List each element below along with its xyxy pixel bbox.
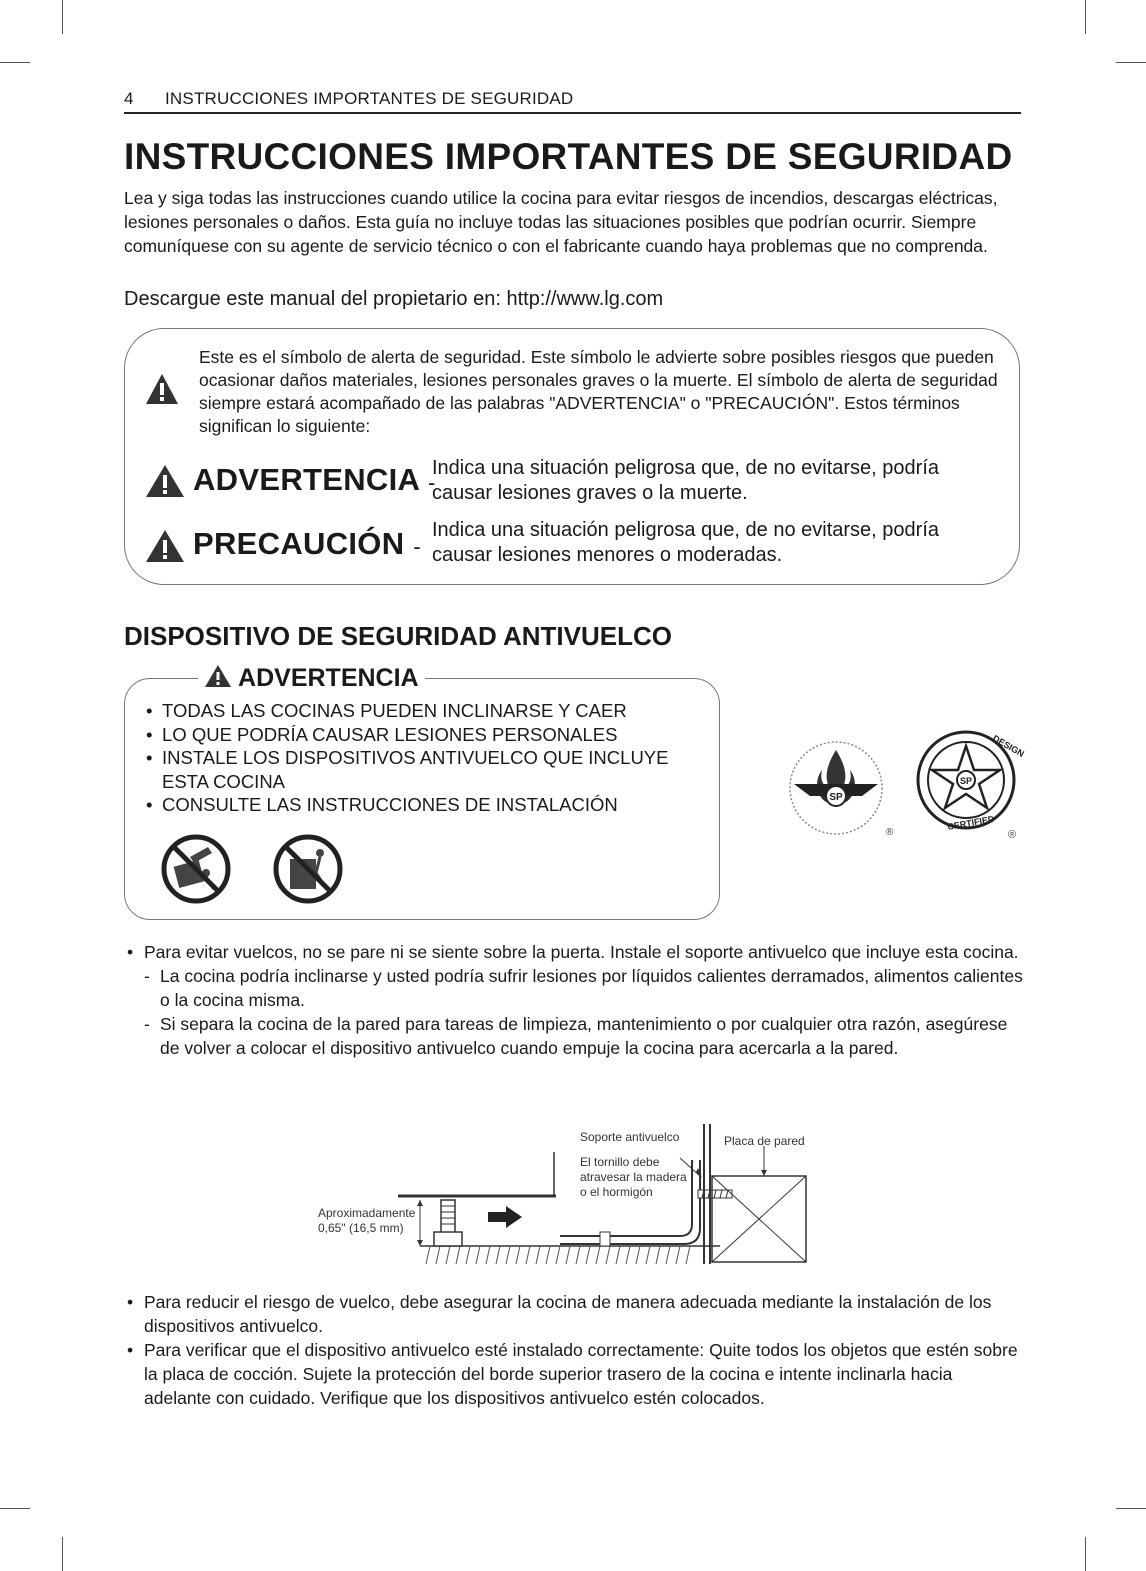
antitip-warning-list bbox=[146, 699, 716, 817]
crop-mark bbox=[1116, 1508, 1146, 1509]
warning-signal-word bbox=[193, 462, 436, 498]
no-climbing-icon bbox=[272, 833, 344, 905]
registered-mark: ® bbox=[1008, 829, 1017, 841]
crop-mark bbox=[1085, 1537, 1086, 1571]
svg-text:SP: SP bbox=[829, 792, 843, 803]
dash: - bbox=[427, 470, 436, 495]
list-item-text: Para evitar vuelcos, no se pare ni se siente sobre la puerta. Instale el soporte antivuelco que incluye esta cocina. bbox=[144, 942, 1019, 962]
download-note: Descargue este manual del propietario en: http://www.lg.com bbox=[124, 288, 664, 310]
antitip-warning-header bbox=[198, 664, 425, 693]
warning-word: ADVERTENCIA bbox=[193, 462, 420, 497]
running-header: INSTRUCCIONES IMPORTANTES DE SEGURIDAD bbox=[165, 89, 574, 108]
alert-symbol-explanation: Este es el símbolo de alerta de seguridad. Este símbolo le advierte sobre posibles riesgos que pueden ocasionar daños materiales, lesiones personales graves o la muerte. El símbolo de alerta de seguridad siempre estará acompañado de las palabras "ADVERTENCIA" o "PRECAUCIÓN". Estos términos significan lo siguiente: bbox=[199, 347, 998, 436]
svg-text:SP: SP bbox=[959, 776, 973, 786]
crop-mark bbox=[62, 1537, 63, 1571]
list-item: • CONSULTE LAS INSTRUCCIONES DE INSTALACIÓN bbox=[146, 793, 716, 817]
caution-description: Indica una situación peligrosa que, de no evitarse, podría causar lesiones menores o moderadas. bbox=[432, 519, 940, 566]
antitip-bracket-label: Soporte antivuelco bbox=[580, 1130, 680, 1144]
sub-list-item: - Si separa la cocina de la pared para tareas de limpieza, mantenimiento o por cualquier otra razón, asegúrese de volver a colocar el dispositivo antivuelco cuando empuje la cocina para acercarla a la pared. bbox=[124, 1012, 1024, 1060]
warning-description: Indica una situación peligrosa que, de no evitarse, podría causar lesiones graves o la muerte. bbox=[432, 457, 940, 504]
crop-mark bbox=[1085, 0, 1086, 34]
csa-flame-logo bbox=[786, 738, 896, 838]
approx-value: 0,65" (16,5 mm) bbox=[318, 1221, 404, 1235]
registered-mark: ® bbox=[886, 827, 894, 838]
no-standing-on-door-icon bbox=[160, 833, 232, 905]
crop-mark bbox=[0, 62, 30, 63]
screw-note-label: El tornillo debe atravesar la madera o el hormigón bbox=[580, 1155, 687, 1199]
caution-triangle-icon bbox=[145, 528, 185, 564]
design-certified-logo bbox=[912, 716, 1032, 844]
list-item: • LO QUE PODRÍA CAUSAR LESIONES PERSONALES bbox=[146, 723, 716, 747]
page-title: INSTRUCCIONES IMPORTANTES DE SEGURIDAD bbox=[124, 136, 1013, 177]
warning-triangle-icon bbox=[145, 463, 185, 499]
caution-word: PRECAUCIÓN bbox=[193, 526, 405, 561]
design-text: DESIGN bbox=[991, 733, 1026, 759]
crop-mark bbox=[1116, 62, 1146, 63]
antitip-warning-word: ADVERTENCIA bbox=[238, 664, 419, 692]
page-number: 4 bbox=[124, 89, 134, 108]
antitip-verification-list bbox=[124, 1290, 1024, 1410]
list-item: • Para verificar que el dispositivo antivuelco esté instalado correctamente: Quite todos los objetos que estén sobre la placa de cocción. Sujete la protección del borde superior trasero de la cocina e intente inclinarla hacia adelante con cuidado. Verifique que los dispositivos antivuelco estén colocados. bbox=[124, 1338, 1024, 1410]
sub-list-item: - La cocina podría inclinarse y usted podría sufrir lesiones por líquidos calientes derramados, alimentos calientes o la cocina misma. bbox=[124, 964, 1024, 1012]
caution-signal-word bbox=[193, 526, 421, 562]
certified-text: CERTIFIED bbox=[946, 813, 996, 832]
section-title: DISPOSITIVO DE SEGURIDAD ANTIVUELCO bbox=[124, 621, 672, 651]
list-item: • INSTALE LOS DISPOSITIVOS ANTIVUELCO QUE INCLUYE ESTA COCINA bbox=[146, 746, 716, 793]
warning-triangle-icon bbox=[204, 664, 232, 688]
list-item: • TODAS LAS COCINAS PUEDEN INCLINARSE Y CAER bbox=[146, 699, 716, 723]
wall-plate-label: Placa de pared bbox=[724, 1134, 805, 1148]
header-rule bbox=[124, 112, 1021, 114]
antitip-instructions bbox=[124, 940, 1024, 1060]
dash: - bbox=[413, 534, 421, 559]
approx-label: Aproximadamente bbox=[318, 1206, 416, 1220]
intro-paragraph: Lea y siga todas las instrucciones cuando utilice la cocina para evitar riesgos de incendios, descargas eléctricas, lesiones personales o daños. Esta guía no incluye todas las situaciones posibles que podrían ocurrir. Siempre comuníquese con su agente de servicio técnico o con el fabricante cuando haya problemas que no comprenda. bbox=[124, 188, 998, 256]
crop-mark bbox=[0, 1508, 30, 1509]
sub-list bbox=[124, 964, 1024, 1060]
list-item: • Para reducir el riesgo de vuelco, debe asegurar la cocina de manera adecuada mediante la instalación de los dispositivos antivuelco. bbox=[124, 1290, 1024, 1338]
list-item bbox=[124, 940, 1024, 1060]
warning-triangle-icon bbox=[145, 372, 179, 406]
crop-mark bbox=[62, 0, 63, 34]
